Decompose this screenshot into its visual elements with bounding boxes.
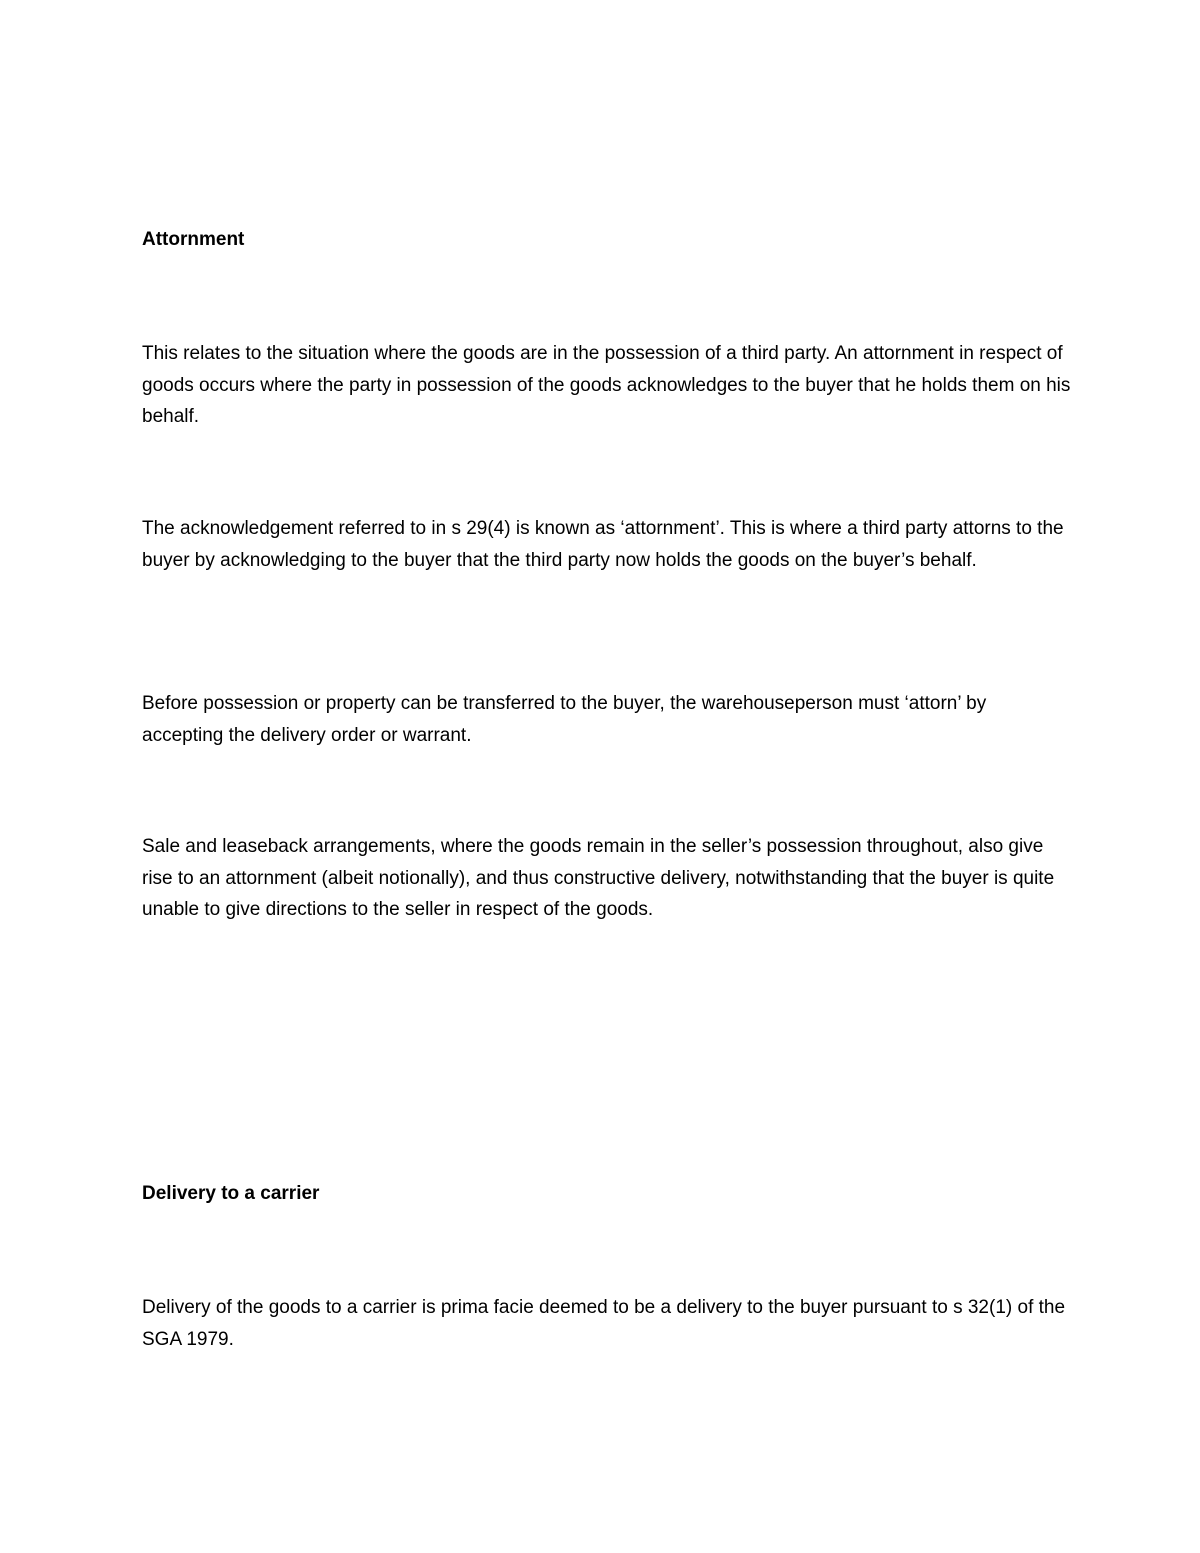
paragraph-attornment-definition: This relates to the situation where the goods are in the possession of a third party. An attornment in respect of goods occurs where the party in possession of the goods acknowledges to the buyer that he holds them on his behalf.: [142, 343, 1071, 427]
section-heading-attornment: Attornment: [142, 229, 245, 250]
section-heading-delivery-to-carrier: Delivery to a carrier: [142, 1183, 320, 1204]
paragraph-delivery-to-carrier: Delivery of the goods to a carrier is prima facie deemed to be a delivery to the buyer pursuant to s 32(1) of the SGA 1979.: [142, 1297, 1066, 1350]
paragraph-sale-and-leaseback: Sale and leaseback arrangements, where the goods remain in the seller’s possession throughout, also give rise to an attornment (albeit notionally), and thus constructive delivery, notwithstanding that the buyer is quite unable to give directions to the seller in respect of the goods.: [142, 836, 1055, 920]
paragraph-warehouseperson: Before possession or property can be transferred to the buyer, the warehouseperson must ‘attorn’ by accepting the delivery order or warrant.: [142, 693, 987, 746]
paragraph-acknowledgement: The acknowledgement referred to in s 29(4) is known as ‘attornment’. This is where a third party attorns to the buyer by acknowledging to the buyer that the third party now holds the goods on the buyer’s behalf.: [142, 518, 1064, 571]
